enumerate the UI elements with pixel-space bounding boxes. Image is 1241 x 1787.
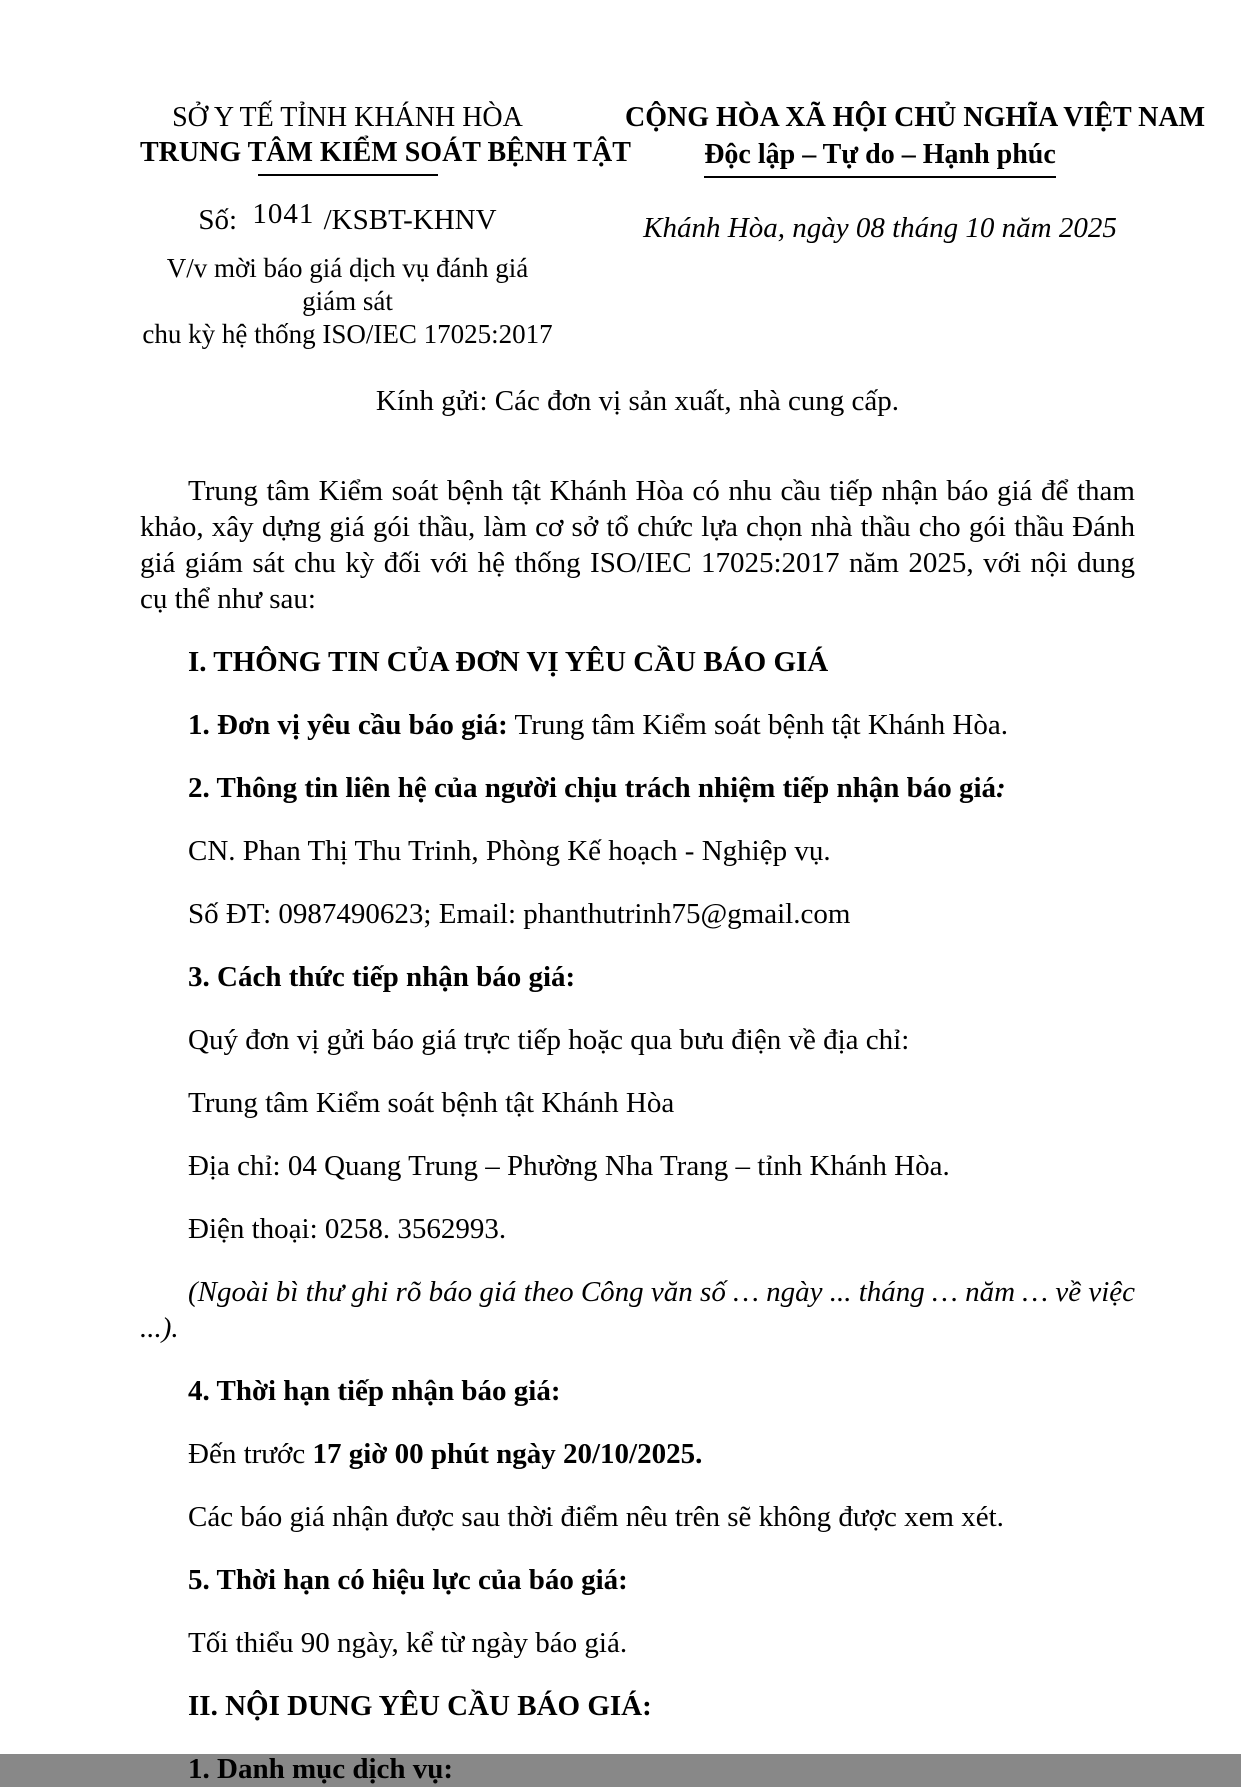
deadline-note-line: Các báo giá nhận được sau thời điểm nêu trên sẽ không được xem xét.: [188, 1501, 1004, 1533]
validity-line: Tối thiểu 90 ngày, kể từ ngày báo giá.: [188, 1627, 628, 1659]
section-2-title: II. NỘI DUNG YÊU CẦU BÁO GIÁ:: [188, 1690, 652, 1722]
document-header: [140, 100, 1206, 351]
org-underline-rule: [258, 174, 438, 176]
national-motto: Độc lập – Tự do – Hạnh phúc: [704, 137, 1056, 178]
item-2-label: 2. Thông tin liên hệ của người chịu trách nhiệm tiếp nhận báo giá: [188, 772, 997, 804]
issuing-org-block: [140, 100, 631, 351]
doc-number-suffix: /KSBT-KHNV: [323, 204, 497, 236]
item-1-text: Trung tâm Kiểm soát bệnh tật Khánh Hòa.: [507, 709, 1008, 741]
doc-number-value: 1041: [252, 198, 315, 230]
item-5-label: 5. Thời hạn có hiệu lực của báo giá:: [188, 1564, 628, 1596]
salutation-line: Kính gửi: Các đơn vị sản xuất, nhà cung cấp.: [375, 385, 900, 417]
item-1-requesting-unit: [140, 707, 1135, 743]
intro-paragraph: Trung tâm Kiểm soát bệnh tật Khánh Hòa có nhu cầu tiếp nhận báo giá để tham khảo, xây dựng giá gói thầu, làm cơ sở tổ chức lựa chọn nhà thầu cho gói thầu Đánh giá giám sát chu kỳ đối với hệ thống ISO/IEC 17025:2017 năm 2025, với nội dung cụ thể như sau:: [140, 475, 1135, 615]
section-1-title: I. THÔNG TIN CỦA ĐƠN VỊ YÊU CẦU BÁO GIÁ: [188, 646, 829, 678]
deadline-prefix: Đến trước: [188, 1438, 313, 1470]
item-3-label: 3. Cách thức tiếp nhận báo giá:: [188, 961, 576, 993]
envelope-note: (Ngoài bì thư ghi rõ báo giá theo Công văn số … ngày ... tháng … năm … về việc ...).: [140, 1276, 1135, 1344]
subject-line-2: chu kỳ hệ thống ISO/IEC 17025:2017: [142, 319, 553, 349]
contact-name-line: CN. Phan Thị Thu Trinh, Phòng Kế hoạch - Nghiệp vụ.: [188, 835, 831, 867]
parent-org-name: SỞ Y TẾ TỈNH KHÁNH HÒA: [172, 102, 523, 133]
deadline-bold-text: 17 giờ 00 phút ngày 20/10/2025.: [312, 1438, 703, 1470]
subject-line-1: V/v mời báo giá dịch vụ đánh giá giám sát: [166, 253, 529, 316]
deadline-line: [140, 1436, 1135, 1472]
method-line-1: Quý đơn vị gửi báo giá trực tiếp hoặc qua bưu điện về địa chỉ:: [188, 1024, 910, 1056]
item-2-contact-heading: [140, 770, 1135, 806]
method-line-2: Trung tâm Kiểm soát bệnh tật Khánh Hòa: [188, 1087, 675, 1119]
item-1-label: 1. Đơn vị yêu cầu báo giá:: [188, 709, 508, 741]
subject-block: [140, 252, 555, 351]
method-address-line: Địa chỉ: 04 Quang Trung – Phường Nha Trang – tỉnh Khánh Hòa.: [188, 1150, 950, 1182]
org-name: TRUNG TÂM KIỂM SOÁT BỆNH TẬT: [140, 137, 631, 168]
national-motto-block: [625, 100, 1206, 246]
contact-phone-email-line: Số ĐT: 0987490623; Email: phanthutrinh75@gmail.com: [188, 898, 851, 930]
place-date-line: Khánh Hòa, ngày 08 tháng 10 năm 2025: [643, 212, 1117, 244]
section-2-item-1-label: 1. Danh mục dịch vụ:: [188, 1753, 454, 1785]
method-phone-line: Điện thoại: 0258. 3562993.: [188, 1213, 507, 1245]
document-number-line: [140, 198, 555, 238]
item-4-label: 4. Thời hạn tiếp nhận báo giá:: [188, 1375, 561, 1407]
national-title: CỘNG HÒA XÃ HỘI CHỦ NGHĨA VIỆT NAM: [625, 102, 1206, 133]
item-2-colon: :: [996, 772, 1006, 804]
doc-number-label: Số:: [198, 204, 238, 236]
